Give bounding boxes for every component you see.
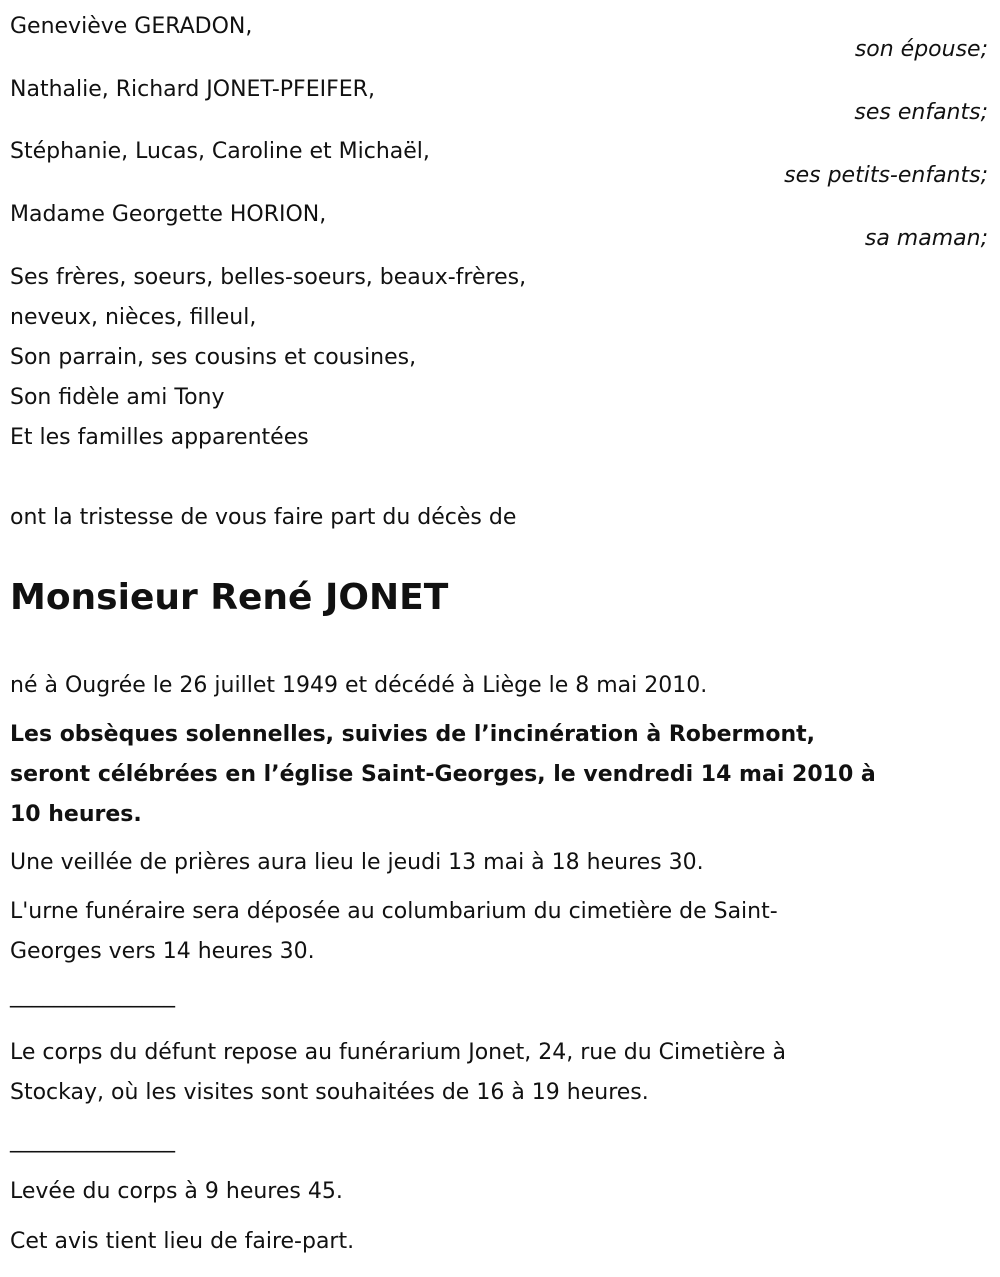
others-line: Son fidèle ami Tony xyxy=(10,385,225,410)
removal: Levée du corps à 9 heures 45. xyxy=(10,1179,343,1204)
family-name-spouse: Geneviève GERADON, xyxy=(10,14,253,39)
funeral-line: seront célébrées en l’église Saint-Georges, le vendredi 14 mai 2010 à xyxy=(10,762,876,787)
family-name-mother: Madame Georgette HORION, xyxy=(10,202,327,227)
others-line: neveux, nièces, filleul, xyxy=(10,305,257,330)
funeral-line: Les obsèques solennelles, suivies de l’incinération à Robermont, xyxy=(10,722,815,747)
closing: Cet avis tient lieu de faire-part. xyxy=(10,1229,355,1254)
body-rest-line: Le corps du défunt repose au funérarium Jonet, 24, rue du Cimetière à xyxy=(10,1040,786,1065)
relation-mother: sa maman; xyxy=(864,226,988,251)
others-line: Ses frères, soeurs, belles-soeurs, beaux-frères, xyxy=(10,265,527,290)
separator: _______________ xyxy=(10,1128,175,1153)
family-name-grandchildren: Stéphanie, Lucas, Caroline et Michaël, xyxy=(10,139,430,164)
relation-spouse: son épouse; xyxy=(854,37,988,62)
body-rest-line: Stockay, où les visites sont souhaitées de 16 à 19 heures. xyxy=(10,1080,649,1105)
urn-line: Georges vers 14 heures 30. xyxy=(10,939,315,964)
birth-death: né à Ougrée le 26 juillet 1949 et décédé à Liège le 8 mai 2010. xyxy=(10,673,708,698)
announcement: ont la tristesse de vous faire part du décès de xyxy=(10,505,517,530)
deceased-name: Monsieur René JONET xyxy=(10,577,449,618)
relation-children: ses enfants; xyxy=(854,100,988,125)
urn-line: L'urne funéraire sera déposée au columbarium du cimetière de Saint- xyxy=(10,899,778,924)
others-line: Et les familles apparentées xyxy=(10,425,309,450)
family-name-children: Nathalie, Richard JONET-PFEIFER, xyxy=(10,77,375,102)
vigil: Une veillée de prières aura lieu le jeudi 13 mai à 18 heures 30. xyxy=(10,850,704,875)
others-line: Son parrain, ses cousins et cousines, xyxy=(10,345,417,370)
funeral-line: 10 heures. xyxy=(10,802,142,827)
relation-grandchildren: ses petits-enfants; xyxy=(784,163,988,188)
separator: _______________ xyxy=(10,983,175,1008)
